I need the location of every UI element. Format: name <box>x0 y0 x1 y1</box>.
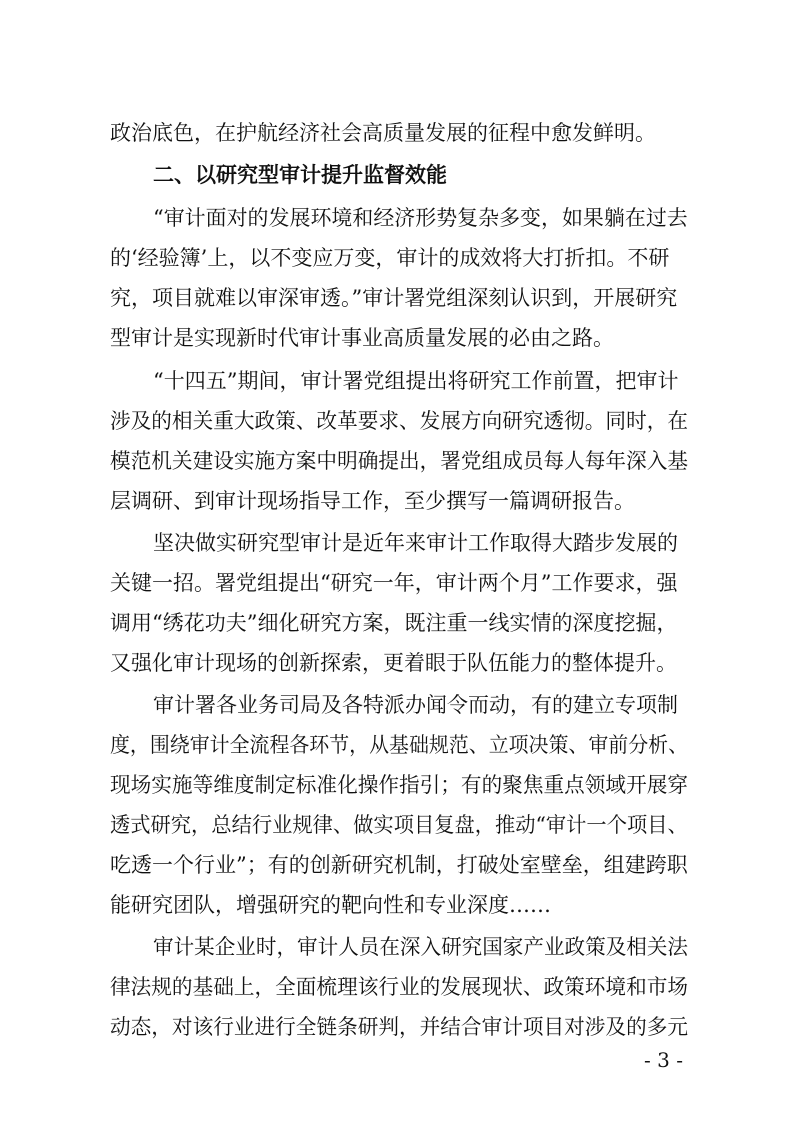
body-line: 坚决做实研究型审计是近年来审计工作取得大踏步发展的 <box>153 531 678 555</box>
body-line: 模范机关建设实施方案中明确提出，署党组成员每人每年深入基 <box>110 449 688 473</box>
body-line: “审计面对的发展环境和经济形势复杂多变，如果躺在过去 <box>153 206 688 230</box>
body-line: “十四五”期间，审计署党组提出将研究工作前置，把审计 <box>153 369 679 393</box>
body-line: 型审计是实现新时代审计事业高质量发展的必由之路。 <box>110 326 614 350</box>
body-line: 透式研究，总结行业规律、做实项目复盘，推动“审计一个项目、 <box>110 813 688 837</box>
body-line: 又强化审计现场的创新探索，更着眼于队伍能力的整体提升。 <box>110 651 677 675</box>
body-line: 审计某企业时，审计人员在深入研究国家产业政策及相关法 <box>153 935 688 959</box>
body-line: 审计署各业务司局及各特派办闻令而动，有的建立专项制 <box>153 693 678 717</box>
body-line: 关键一招。署党组提出“研究一年，审计两个月”工作要求，强 <box>110 571 678 595</box>
section-heading: 二、以研究型审计提升监督效能 <box>153 163 447 187</box>
page-number: - 3 - <box>644 1048 683 1072</box>
body-line: 政治底色，在护航经济社会高质量发展的征程中愈发鲜明。 <box>110 121 656 145</box>
body-line: 层调研、到审计现场指导工作，至少撰写一篇调研报告。 <box>110 489 635 513</box>
body-line: 现场实施等维度制定标准化操作指引；有的聚焦重点领域开展穿 <box>110 773 688 797</box>
body-line: 的‘经验簿’上，以不变应万变，审计的成效将大打折扣。不研 <box>110 246 670 270</box>
body-line: 能研究团队，增强研究的靶向性和专业深度…… <box>110 893 551 917</box>
body-line: 动态，对该行业进行全链条研判，并结合审计项目对涉及的多元 <box>110 1015 688 1039</box>
body-line: 吃透一个行业”；有的创新研究机制，打破处室壁垒，组建跨职 <box>110 853 688 877</box>
body-line: 究，项目就难以审深审透。”审计署党组深刻认识到，开展研究 <box>110 286 678 310</box>
body-line: 调用“绣花功夫”细化研究方案，既注重一线实情的深度挖掘， <box>110 611 678 635</box>
body-line: 度，围绕审计全流程各环节，从基础规范、立项决策、审前分析、 <box>110 733 688 757</box>
body-line: 涉及的相关重大政策、改革要求、发展方向研究透彻。同时，在 <box>110 409 688 433</box>
body-line: 律法规的基础上，全面梳理该行业的发展现状、政策环境和市场 <box>110 975 688 999</box>
